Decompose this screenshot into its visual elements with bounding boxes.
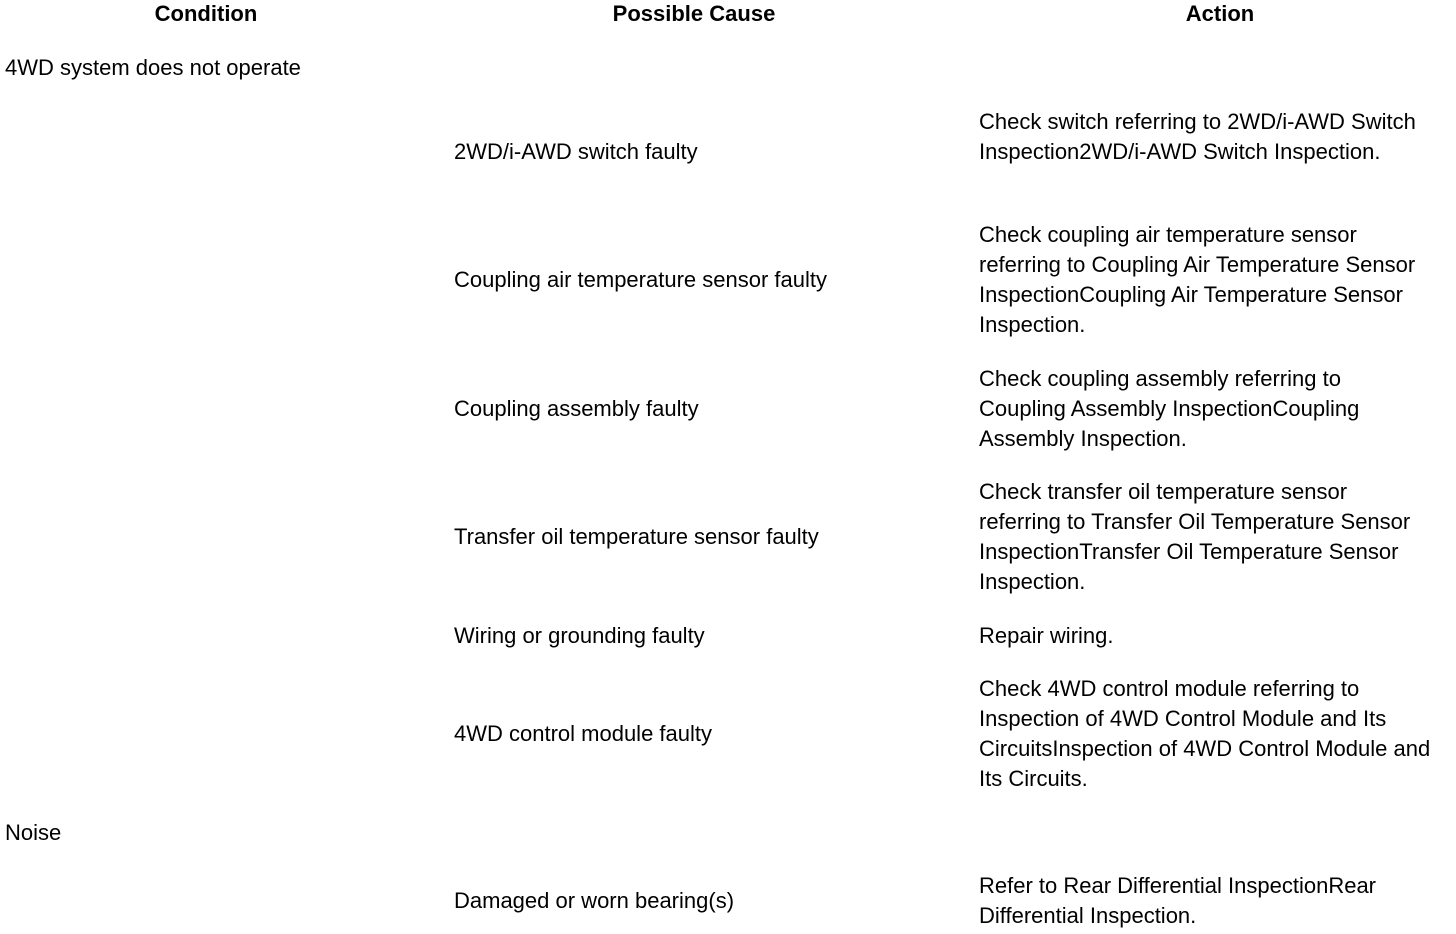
cause-coupling-assembly: Coupling assembly faulty xyxy=(454,396,699,421)
cause-bearing: Damaged or worn bearing(s) xyxy=(454,888,735,913)
cause-switch: 2WD/i-AWD switch faulty xyxy=(454,139,698,164)
cause-control-module: 4WD control module faulty xyxy=(454,721,712,746)
cause-coupling-air-temp: Coupling air temperature sensor faulty xyxy=(454,267,827,292)
action-switch: Check switch referring to 2WD/i-AWD Switch Inspection2WD/i-AWD Switch Inspection. xyxy=(979,109,1416,164)
action-control-module: Check 4WD control module referring to Inspection of 4WD Control Module and Its CircuitsInspection of 4WD Control Module and Its Circuits. xyxy=(979,676,1431,791)
header-action: Action xyxy=(1185,1,1255,26)
condition-4wd-no-operate: 4WD system does not operate xyxy=(5,55,301,80)
action-transfer-oil-temp: Check transfer oil temperature sensor referring to Transfer Oil Temperature Sensor InspectionTransfer Oil Temperature Sensor Inspection. xyxy=(979,479,1411,594)
cause-transfer-oil-temp: Transfer oil temperature sensor faulty xyxy=(454,524,819,549)
action-coupling-assembly: Check coupling assembly referring to Coupling Assembly InspectionCoupling Assembly Inspection. xyxy=(979,366,1360,451)
action-bearing: Refer to Rear Differential InspectionRear Differential Inspection. xyxy=(979,873,1377,928)
condition-noise: Noise xyxy=(5,820,62,845)
action-wiring: Repair wiring. xyxy=(979,623,1114,648)
action-coupling-air-temp: Check coupling air temperature sensor referring to Coupling Air Temperature Sensor InspectionCoupling Air Temperature Sensor Inspection. xyxy=(979,222,1416,337)
header-possible-cause: Possible Cause xyxy=(612,1,776,26)
cause-wiring: Wiring or grounding faulty xyxy=(454,623,705,648)
header-condition: Condition xyxy=(154,1,258,26)
